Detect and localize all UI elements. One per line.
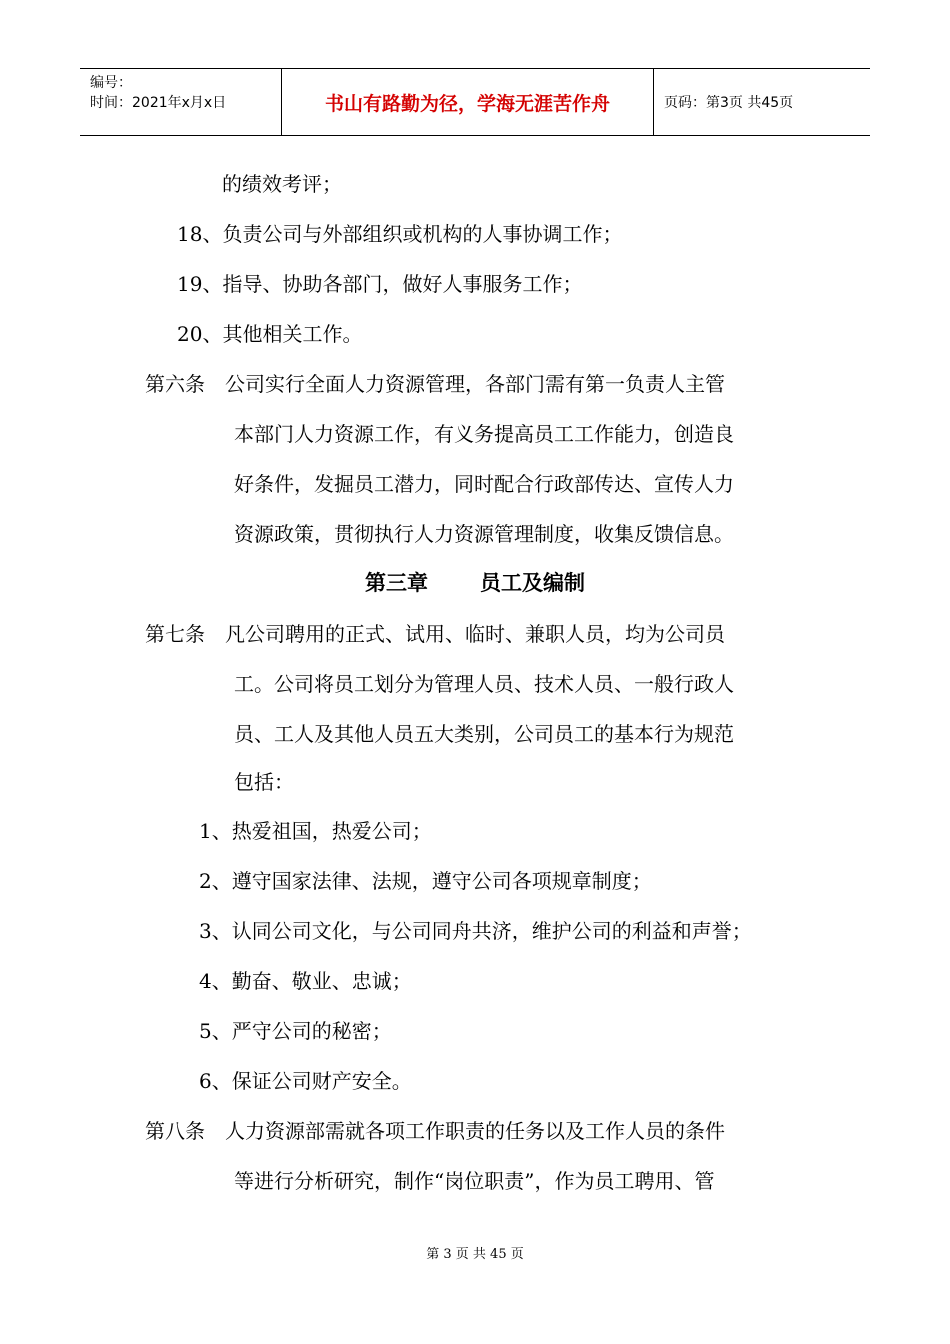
- article-6-line: 好条件，发掘员工潜力，同时配合行政部传达、宣传人力: [234, 472, 734, 496]
- article-6-line: 本部门人力资源工作，有义务提高员工工作能力，创造良: [234, 422, 734, 446]
- list-item: 3、认同公司文化，与公司同舟共济，维护公司的利益和声誉；: [199, 919, 752, 943]
- text-line: 18、负责公司与外部组织或机构的人事协调工作；: [177, 222, 623, 246]
- article-7-line: 工。公司将员工划分为管理人员、技术人员、一般行政人: [234, 672, 734, 696]
- document-date-label: 时间：2021年x月x日: [90, 95, 227, 111]
- header-meta: [80, 69, 282, 135]
- header-page-info: 页码：第3页 共45页: [664, 95, 794, 111]
- text-line: 的绩效考评；: [222, 172, 342, 196]
- article-7-line: 第七条 凡公司聘用的正式、试用、临时、兼职人员，均为公司员: [145, 622, 725, 646]
- text-line: 19、指导、协助各部门，做好人事服务工作；: [177, 272, 583, 296]
- chapter-heading: [0, 569, 950, 597]
- list-item: 4、勤奋、敬业、忠诚；: [199, 969, 412, 993]
- chapter-title: 员工及编制: [480, 570, 585, 595]
- text-line: 20、其他相关工作。: [177, 322, 363, 346]
- list-item: 1、热爱祖国，热爱公司；: [199, 819, 432, 843]
- article-7-line: 员、工人及其他人员五大类别，公司员工的基本行为规范: [234, 722, 734, 746]
- list-item: 2、遵守国家法律、法规，遵守公司各项规章制度；: [199, 869, 652, 893]
- page-footer: 第 3 页 共 45 页: [426, 1247, 524, 1262]
- article-8-line: 第八条 人力资源部需就各项工作职责的任务以及工作人员的条件: [145, 1119, 725, 1143]
- page-header: [80, 68, 870, 136]
- article-8-line: 等进行分析研究，制作“岗位职责”，作为员工聘用、管: [234, 1169, 715, 1193]
- article-6-line: 资源政策，贯彻执行人力资源管理制度，收集反馈信息。: [234, 522, 734, 546]
- header-motto: 书山有路勤为径，学海无涯苦作舟: [282, 69, 654, 135]
- list-item: 5、严守公司的秘密；: [199, 1019, 392, 1043]
- article-6-line: 第六条 公司实行全面人力资源管理，各部门需有第一负责人主管: [145, 372, 725, 396]
- article-7-line: 包括：: [234, 770, 294, 794]
- chapter-number: 第三章: [365, 570, 428, 595]
- document-number-label: 编号：: [90, 75, 132, 91]
- list-item: 6、保证公司财产安全。: [199, 1069, 412, 1093]
